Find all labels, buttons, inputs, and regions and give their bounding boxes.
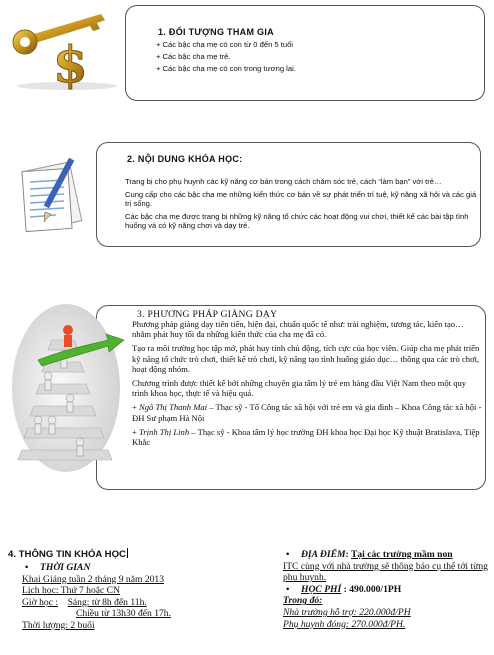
section-title: 3. PHƯƠNG PHÁP GIẢNG DẠY	[137, 309, 278, 320]
paragraph: Chương trình được thiết kế bởi những chuyên gia tâm lý trẻ em hàng đầu Việt Nam theo một quy trình khoa học, thực tế và hiệu quả.	[132, 378, 467, 399]
fee-value: : 490.000/1PH	[341, 583, 402, 595]
fee-line	[283, 584, 488, 596]
text-cursor	[127, 548, 128, 558]
list-item: + Các bậc cha mẹ có con trong tương lai.	[156, 63, 296, 73]
expert-entry: + Ngô Thị Thanh Mai – Thạc sỹ - Tổ Công tác xã hội với trẻ em và gia đình – Khoa Công tác xã hội - ĐH Sư phạm Hà Nội	[132, 402, 482, 423]
svg-text:$: $	[53, 35, 88, 91]
list-item: + Các bậc cha mẹ có con từ 0 đến 5 tuổi	[156, 40, 293, 49]
location-detail: ITC cùng với nhà trường sẽ thông báo cụ thể tới từng phụ huynh.	[283, 560, 488, 584]
list-item: + Các bậc cha mẹ trẻ.	[156, 51, 231, 61]
course-info-title: 4. THÔNG TIN KHÓA HỌC	[8, 549, 126, 560]
location-fee-block	[283, 549, 488, 630]
location-line: • ĐỊA ĐIỂM: Tại các trường mầm non	[283, 549, 488, 561]
teaching-method-box	[96, 305, 486, 490]
opening-date: Khai Giảng tuần 2 tháng 9 năm 2013	[22, 573, 165, 585]
method-paragraphs	[132, 319, 482, 451]
paragraph: Phương pháp giảng dạy tiên tiến, hiện đại, chuẩn quốc tế như: trải nghiệm, tương tác, kiến tạo… nhằm phát huy tối đa những kiến thức của cha mẹ đã có.	[132, 319, 464, 340]
audience-list	[156, 39, 296, 74]
expert-entry: + Trịnh Thị Linh – Thạc sỹ - Khoa tâm lý học trường ĐH khoa học Đại học Kỹ thuật Bratislava, Tiệp Khắc	[132, 426, 480, 448]
fee-parent: Phụ huynh đóng: 270.000đ/PH.	[283, 618, 406, 630]
fee-support: Nhà trường hỗ trợ: 220.000đ/PH	[283, 606, 411, 618]
study-hours: Giờ học : Sáng: từ 8h đến 11h.	[22, 596, 147, 608]
paragraph: Trang bị cho phụ huynh các kỹ năng cơ bản trong cách chăm sóc trẻ, cách “làm bạn” với trẻ…	[125, 177, 442, 186]
location-text: Tại các trường mầm non	[350, 549, 453, 560]
course-time-block	[22, 562, 171, 632]
content-paragraphs	[125, 177, 477, 234]
fee-heading: HỌC PHÍ	[301, 583, 342, 595]
expert-name: Ngô Thị Thanh Mai	[139, 402, 208, 413]
stairs-leader-illustration-icon	[8, 300, 128, 475]
duration: Thời lượng: 2 buổi	[22, 619, 95, 631]
time-heading: • THỜI GIAN	[22, 562, 171, 574]
section-title: 2. NỘI DUNG KHÓA HỌC:	[127, 154, 243, 164]
expert-name: Trịnh Thị Linh	[139, 426, 190, 437]
document-pencil-icon	[10, 152, 90, 237]
schedule: Lịch học: Thứ 7 hoặc CN	[22, 585, 121, 597]
fee-within: Trong đó:	[283, 595, 323, 607]
golden-key-icon	[5, 6, 120, 91]
section-title: 1. ĐỐI TƯỢNG THAM GIA	[158, 27, 274, 37]
course-content-box	[96, 142, 481, 247]
paragraph: Tạo ra môi trường học tập mở, phát huy tính chủ động, tích cực của học viên. Giúp cha mẹ phát triển kỹ năng tổ chức trò chơi, thiết kế trò chơi, kỹ năng tạo tình huống giáo dục… thông qua các trò chơi, hoạt động nhóm.	[132, 343, 480, 374]
paragraph: Các bậc cha mẹ được trang bị những kỹ năng tổ chức các hoạt động vui chơi, thiết kế các bài tập tình huống và có kỹ năng chơi và dạy trẻ.	[125, 211, 469, 231]
target-audience-box	[125, 5, 485, 101]
study-hours-afternoon: Chiều từ 13h30 đến 17h.	[76, 608, 172, 620]
paragraph: Cung cấp cho các bậc cha mẹ những kiến thức cơ bản về sự phát triển trí tuệ, kỹ năng xã hội và các giá trị sống.	[125, 189, 477, 209]
location-heading: ĐỊA ĐIỂM	[301, 549, 346, 560]
